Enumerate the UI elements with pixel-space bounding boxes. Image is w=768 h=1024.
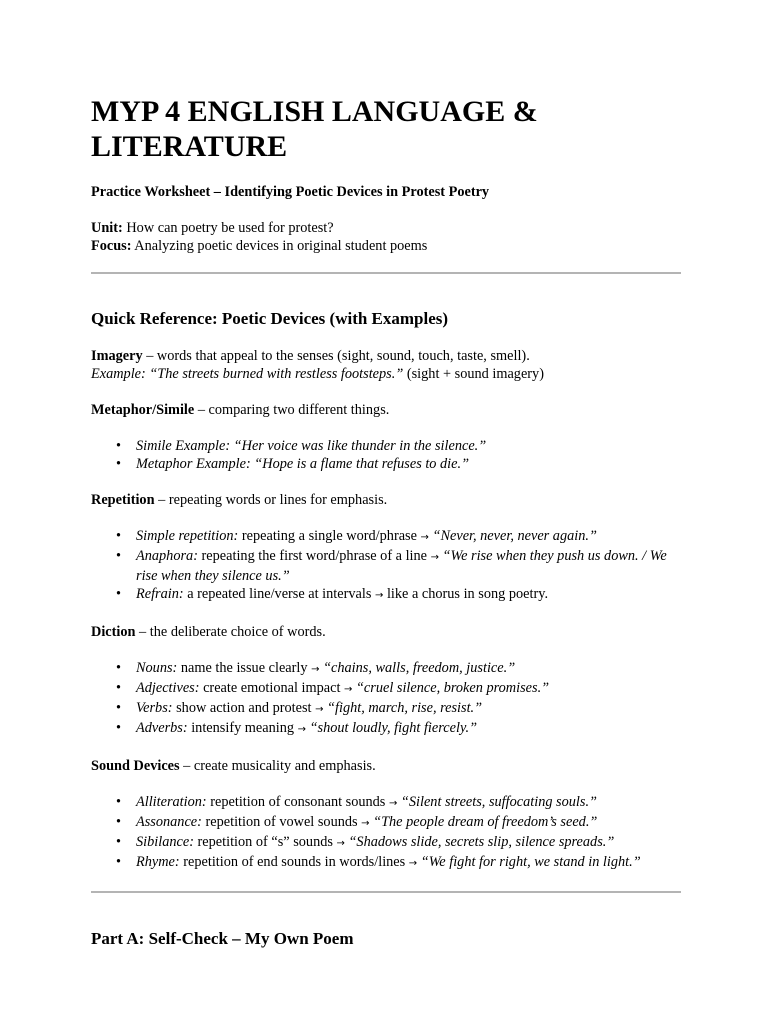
arrow-icon: → [388, 798, 398, 809]
repetition-entry [91, 491, 681, 509]
item-text: repetition of consonant sounds [206, 794, 389, 810]
item-tail: like a chorus in song poetry. [383, 586, 549, 602]
item-text: name the issue clearly [177, 660, 312, 676]
item-quote: “We fight for right, we stand in light.” [417, 854, 641, 870]
item-text: a repeated line/verse at intervals [183, 586, 375, 602]
unit-focus-block [91, 219, 681, 255]
sound-definition-line [91, 757, 681, 775]
item-quote: “shout loudly, fight fiercely.” [306, 720, 478, 736]
sound-term: Sound Devices [91, 758, 180, 774]
arrow-icon: → [430, 552, 439, 563]
item-text: repetition of “s” sounds [193, 834, 337, 850]
metaphor-definition: – comparing two different things. [194, 402, 390, 418]
list-item [136, 585, 681, 605]
section-divider [91, 272, 681, 274]
arrow-icon: → [315, 704, 324, 715]
item-lead: Adjectives: [136, 680, 200, 696]
imagery-entry [91, 347, 681, 383]
arrow-icon: → [374, 590, 384, 601]
repetition-definition-line [91, 491, 681, 509]
sound-list [91, 793, 681, 873]
arrow-icon: → [408, 858, 418, 869]
metaphor-term: Metaphor/Simile [91, 402, 195, 418]
item-quote: “Silent streets, suffocating souls.” [397, 794, 597, 810]
item-text: intensify meaning [187, 720, 298, 736]
unit-text: How can poetry be used for protest? [122, 220, 334, 236]
imagery-definition-line [91, 347, 681, 365]
arrow-icon: → [297, 724, 306, 735]
list-item [136, 813, 681, 833]
item-lead: Assonance: [136, 814, 202, 830]
item-lead: Adverbs: [136, 720, 188, 736]
page-title: MYP 4 ENGLISH LANGUAGE & LITERATURE [91, 95, 538, 163]
arrow-icon: → [420, 532, 429, 543]
section-divider [91, 891, 681, 893]
focus-line [91, 237, 681, 255]
diction-definition: – the deliberate choice of words. [135, 624, 326, 640]
unit-line [91, 219, 681, 237]
part-a-heading: Part A: Self-Check – My Own Poem [91, 929, 354, 948]
focus-label: Focus: [91, 238, 132, 254]
item-text: show action and protest [172, 700, 316, 716]
item-text: repeating a single word/phrase [238, 528, 421, 544]
list-item [136, 853, 681, 873]
diction-entry [91, 623, 681, 641]
repetition-term: Repetition [91, 492, 155, 508]
list-item [136, 527, 681, 547]
metaphor-list [91, 437, 681, 473]
item-quote: “Never, never, never again.” [428, 528, 597, 544]
list-item [136, 437, 681, 455]
item-lead: Metaphor Example: “Hope is a flame that refuses to die.” [136, 456, 470, 472]
focus-text: Analyzing poetic devices in original student poems [131, 238, 428, 254]
list-item [136, 455, 681, 473]
reference-heading: Quick Reference: Poetic Devices (with Examples) [91, 309, 449, 328]
item-lead: Simple repetition: [136, 528, 239, 544]
metaphor-entry [91, 401, 681, 419]
item-lead: Anaphora: [136, 548, 198, 564]
diction-definition-line [91, 623, 681, 641]
item-text: repeating the first word/phrase of a line [197, 548, 431, 564]
item-quote: “We rise when they push us down. / We rise when they silence us.” [136, 548, 667, 584]
item-text: repetition of end sounds in words/lines [179, 854, 409, 870]
list-item [136, 833, 681, 853]
list-item [136, 699, 681, 719]
item-quote: “chains, walls, freedom, justice.” [319, 660, 516, 676]
list-item [136, 719, 681, 739]
item-lead: Rhyme: [136, 854, 180, 870]
item-quote: “Shadows slide, secrets slip, silence spreads.” [344, 834, 615, 850]
list-item [136, 659, 681, 679]
item-lead: Sibilance: [136, 834, 194, 850]
worksheet [91, 94, 681, 949]
item-text: repetition of vowel sounds [201, 814, 362, 830]
worksheet-subtitle: Practice Worksheet – Identifying Poetic Devices in Protest Poetry [91, 184, 490, 200]
item-lead: Nouns: [136, 660, 178, 676]
arrow-icon: → [344, 684, 353, 695]
item-quote: “The people dream of freedom’s seed.” [369, 814, 598, 830]
diction-list [91, 659, 681, 739]
item-lead: Simile Example: “Her voice was like thunder in the silence.” [136, 438, 487, 454]
sound-definition: – create musicality and emphasis. [179, 758, 376, 774]
arrow-icon: → [336, 838, 345, 849]
imagery-example-note: (sight + sound imagery) [403, 366, 544, 382]
imagery-term: Imagery [91, 348, 143, 364]
repetition-list [91, 527, 681, 605]
item-lead: Refrain: [136, 586, 184, 602]
sound-entry [91, 757, 681, 775]
list-item [136, 547, 681, 585]
item-quote: “fight, march, rise, resist.” [323, 700, 483, 716]
item-quote: “cruel silence, broken promises.” [352, 680, 550, 696]
imagery-example-line [91, 365, 681, 383]
list-item [136, 679, 681, 699]
arrow-icon: → [361, 818, 370, 829]
diction-term: Diction [91, 624, 136, 640]
item-text: create emotional impact [199, 680, 345, 696]
imagery-definition: – words that appeal to the senses (sight, sound, touch, taste, smell). [142, 348, 530, 364]
repetition-definition: – repeating words or lines for emphasis. [154, 492, 388, 508]
item-lead: Alliteration: [136, 794, 207, 810]
list-item [136, 793, 681, 813]
metaphor-definition-line [91, 401, 681, 419]
item-lead: Verbs: [136, 700, 173, 716]
arrow-icon: → [311, 664, 320, 675]
imagery-example: Example: “The streets burned with restless footsteps.” [91, 366, 404, 382]
unit-label: Unit: [91, 220, 123, 236]
